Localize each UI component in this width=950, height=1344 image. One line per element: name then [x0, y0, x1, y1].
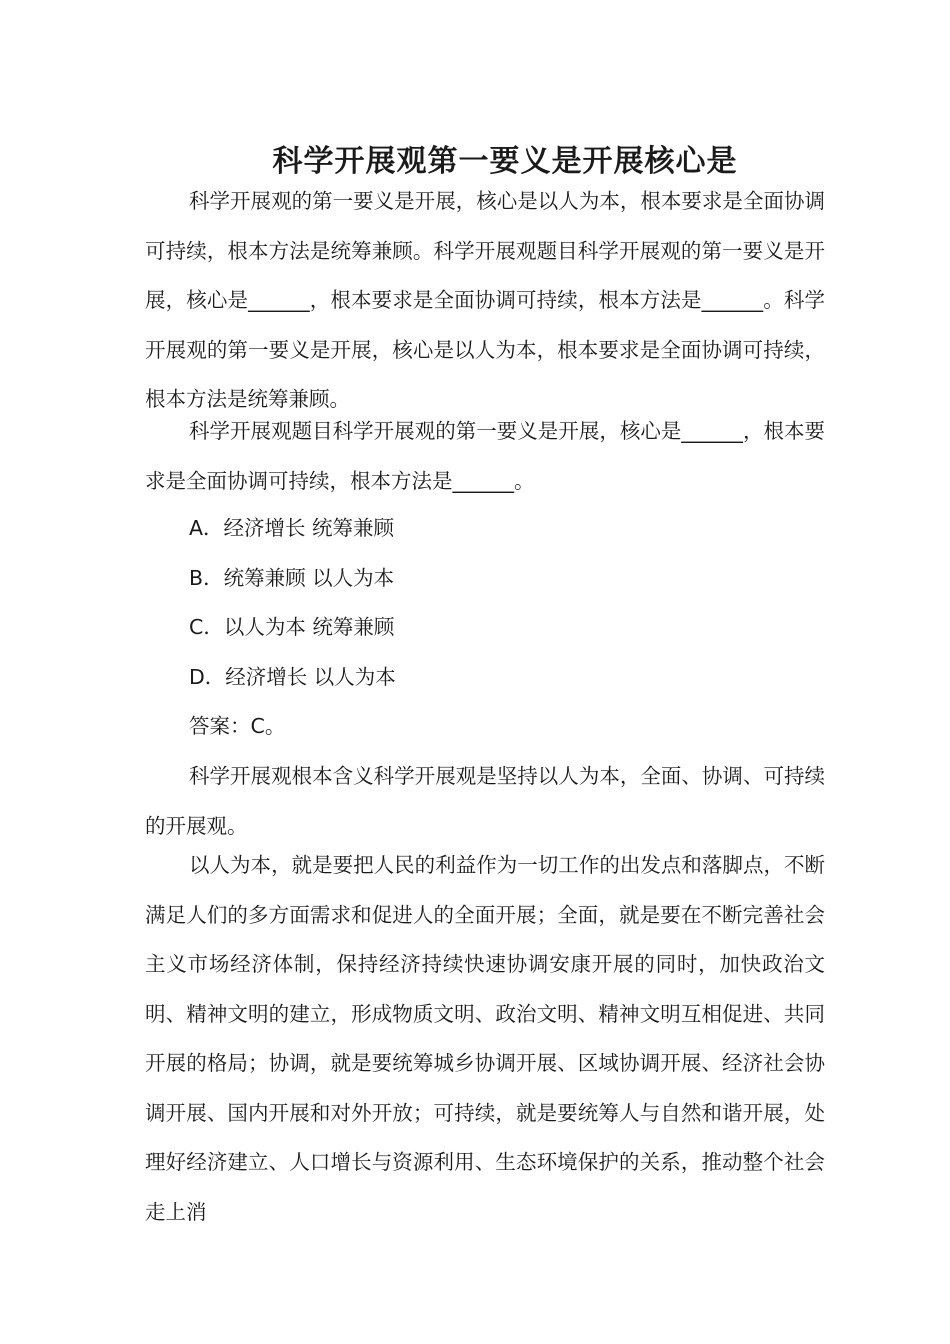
explanation-paragraph: 以人为本，就是要把人民的利益作为一切工作的出发点和落脚点，不断满足人们的多方面需求和促进人的全面开展；全面，就是要在不断完善社会主义市场经济体制，保持经济持续快速协调安康开展的同时，加快政治文明、精神文明的建立，形成物质文明、政治文明、精神文明互相促进、共同开展的格局；协调，就是要统筹城乡协调开展、区域协调开展、经济社会协调开展、国内开展和对外开放；可持续，就是要统筹人与自然和谐开展，处理好经济建立、人口增长与资源利用、生态环境保护的关系，推动整个社会走上消 [145, 853, 825, 1224]
question-paragraph: 科学开展观题目科学开展观的第一要义是开展，核心是______，根本要求是全面协调可持续，根本方法是______。 [145, 419, 825, 493]
option-a: A．经济增长 统筹兼顾 [189, 516, 395, 540]
intro-paragraph: 科学开展观的第一要义是开展，核心是以人为本，根本要求是全面协调可持续，根本方法是统筹兼顾。科学开展观题目科学开展观的第一要义是开展，核心是______，根本要求是全面协调可持续，根本方法是______。科学开展观的第一要义是开展，核心是以人为本，根本要求是全面协调可持续，根本方法是统筹兼顾。 [145, 189, 825, 411]
option-d: D．经济增长 以人为本 [189, 665, 396, 689]
option-c: C．以人为本 统筹兼顾 [189, 615, 395, 639]
option-b: B．统筹兼顾 以人为本 [189, 566, 395, 590]
document-title: 科学开展观第一要义是开展核心是 [272, 144, 738, 180]
answer-line: 答案：C。 [189, 714, 286, 738]
definition-paragraph: 科学开展观根本含义科学开展观是坚持以人为本，全面、协调、可持续的开展观。 [145, 764, 825, 838]
